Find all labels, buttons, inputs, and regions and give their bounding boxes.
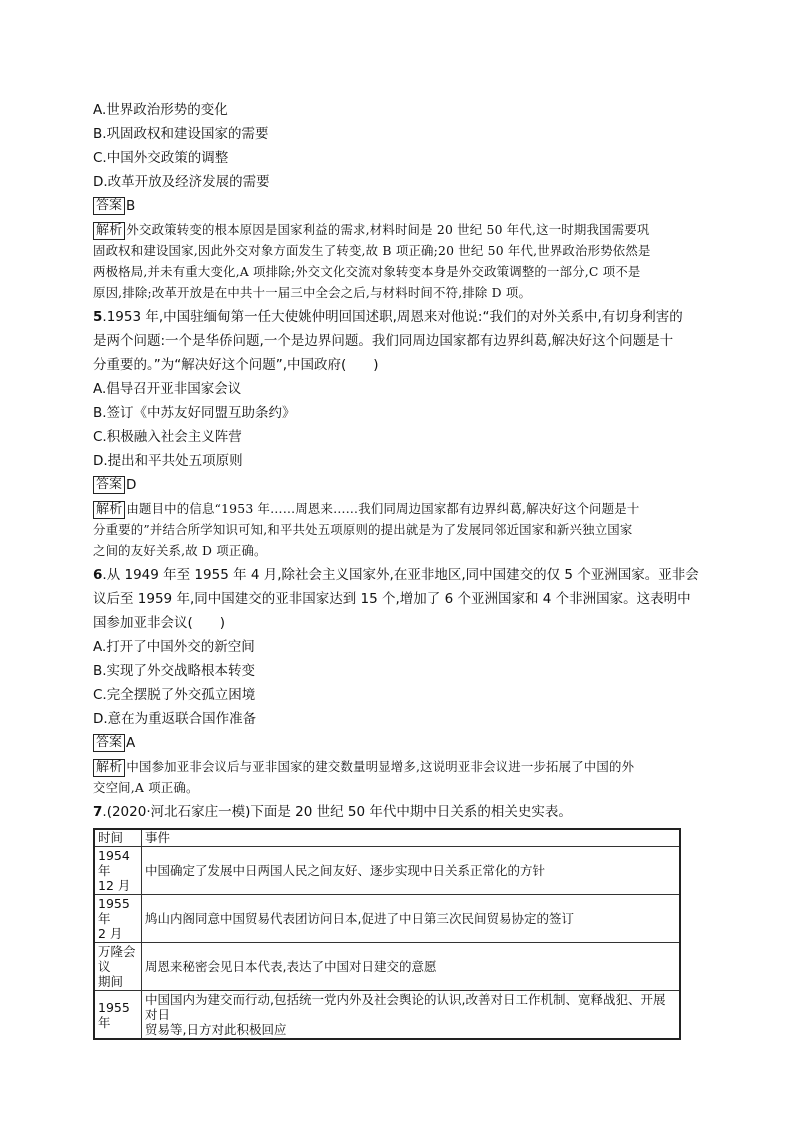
answer-row	[93, 473, 693, 497]
question-stem-line: 国参加亚非会议( )	[93, 615, 226, 631]
option-d: D.改革开放及经济发展的需要	[93, 174, 270, 190]
explanation-line: 分重要的”并结合所学知识可知,和平共处五项原则的提出就是为了发展同邻近国家和新兴独立国家	[93, 522, 633, 537]
explanation-line: 原因,排除;改革开放是在中共十一届三中全会之后,与材料时间不符,排除 D 项。	[93, 285, 532, 300]
option-a: A.世界政治形势的变化	[93, 102, 228, 118]
explanation-line: 解析 由题目中的信息“1953 年……周恩来……我们同周边国家都有边界纠葛,解决好这个问题是十	[93, 498, 693, 519]
question-number: 5	[93, 309, 103, 325]
page-content	[93, 98, 699, 1040]
question-number: 6	[93, 567, 103, 583]
option-c: C.完全摆脱了外交孤立困境	[93, 687, 256, 703]
option-a: A.倡导召开亚非国家会议	[93, 381, 242, 397]
table-row	[94, 943, 680, 991]
table-row	[94, 895, 680, 943]
explanation-line: 解析 外交政策转变的根本原因是国家利益的需求,材料时间是 20 世纪 50 年代,这一时期我国需要巩	[93, 219, 693, 240]
question-4	[93, 98, 693, 303]
option-a: A.打开了中国外交的新空间	[93, 639, 255, 655]
explanation	[93, 756, 693, 798]
table-cell-event: 鸠山内阁同意中国贸易代表团访问日本,促进了中日第三次民间贸易协定的签订	[142, 895, 681, 943]
table-cell-time: 万隆会 议 期间	[94, 943, 142, 991]
explanation-line: 之间的友好关系,故 D 项正确。	[93, 543, 267, 558]
table-cell-event: 周恩来秘密会见日本代表,表达了中国对日建交的意愿	[142, 943, 681, 991]
option-d: D.提出和平共处五项原则	[93, 453, 243, 469]
option-b: B.巩固政权和建设国家的需要	[93, 126, 269, 142]
explanation-tag: 解析	[93, 501, 125, 519]
option-b: B.实现了外交战略根本转变	[93, 663, 256, 679]
explanation-tag: 解析	[93, 222, 125, 240]
question-7	[93, 800, 693, 1040]
option-c: C.中国外交政策的调整	[93, 150, 229, 166]
table-cell-event: 中国国内为建交而行动,包括统一党内外及社会舆论的认识,改善对日工作机制、宽释战犯、开展对日 贸易等,日方对此积极回应	[142, 991, 681, 1040]
table-cell-time: 1955 年	[94, 991, 142, 1040]
question-stem-line: 是两个问题:一个是华侨问题,一个是边界问题。我们同周边国家都有边界纠葛,解决好这个问题是十	[93, 333, 674, 349]
history-table	[93, 828, 681, 1040]
explanation	[93, 219, 693, 303]
question-5	[93, 305, 693, 561]
answer-tag: 答案	[93, 476, 125, 494]
table-header-cell: 时间	[94, 829, 142, 847]
table-cell-time: 1954 年 12 月	[94, 847, 142, 895]
question-stem-line: 议后至 1959 年,同中国建交的亚非国家达到 15 个,增加了 6 个亚洲国家和 4 个非洲国家。这表明中	[93, 591, 691, 607]
table-row	[94, 847, 680, 895]
answer-row	[93, 194, 693, 218]
question-stem-line: 分重要的。”为“解决好这个问题”,中国政府( )	[93, 357, 379, 373]
explanation-tag: 解析	[93, 759, 125, 777]
question-6	[93, 563, 699, 798]
option-b: B.签订《中苏友好同盟互助条约》	[93, 405, 296, 421]
explanation-line: 交空间,A 项正确。	[93, 780, 199, 795]
table-cell-time: 1955 年 2 月	[94, 895, 142, 943]
table-header-row	[94, 829, 680, 847]
question-stem-line: 6.从 1949 年至 1955 年 4 月,除社会主义国家外,在亚非地区,同中国建交的仅 5 个亚洲国家。亚非会	[93, 567, 699, 583]
question-stem-line: 7.(2020·河北石家庄一模)下面是 20 世纪 50 年代中期中日关系的相关史实表。	[93, 804, 572, 820]
explanation-line: 两极格局,并未有重大变化,A 项排除;外交文化交流对象转变本身是外交政策调整的一部分,C 项不是	[93, 264, 641, 279]
question-stem-line: 5.1953 年,中国驻缅甸第一任大使姚仲明回国述职,周恩来对他说:“我们的对外关系中,有切身利害的	[93, 309, 683, 325]
answer-value: B	[126, 198, 136, 214]
option-c: C.积极融入社会主义阵营	[93, 429, 242, 445]
explanation	[93, 498, 693, 561]
answer-value: A	[126, 735, 136, 751]
answer-tag: 答案	[93, 197, 125, 215]
table-cell-event: 中国确定了发展中日两国人民之间友好、逐步实现中日关系正常化的方针	[142, 847, 681, 895]
explanation-line: 解析 中国参加亚非会议后与亚非国家的建交数量明显增多,这说明亚非会议进一步拓展了中国的外	[93, 756, 693, 777]
answer-value: D	[126, 477, 137, 493]
option-d: D.意在为重返联合国作准备	[93, 711, 257, 727]
answer-tag: 答案	[93, 734, 125, 752]
question-number: 7	[93, 804, 103, 820]
explanation-line: 固政权和建设国家,因此外交对象方面发生了转变,故 B 项正确;20 世纪 50 年代,世界政治形势依然是	[93, 243, 651, 258]
table-header-cell: 事件	[142, 829, 681, 847]
table-row	[94, 991, 680, 1040]
answer-row	[93, 731, 693, 755]
